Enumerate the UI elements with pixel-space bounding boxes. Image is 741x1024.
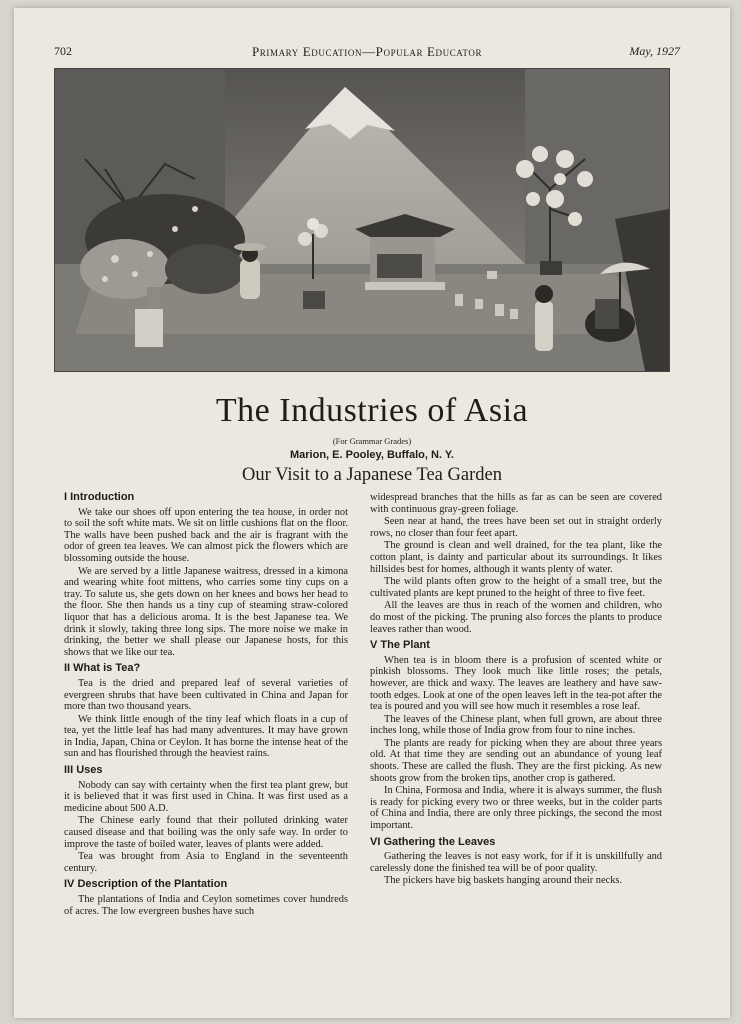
paragraph: Seen near at hand, the trees have been set out in straight orderly rows, no closer than four feet apart. bbox=[370, 516, 662, 539]
paragraph: We take our shoes off upon entering the tea house, in order not to soil the soft white mats. We sit on little cushions flat on the floor. The walls have been pushed back and the air is fragrant with the odor of green tea leaves. We can almost pick the flowers which are blossoming outside the house. bbox=[64, 506, 348, 564]
diorama-illustration bbox=[55, 69, 669, 371]
photo-japanese-tea-garden-diorama bbox=[54, 68, 670, 372]
magazine-page bbox=[14, 8, 730, 1018]
publication-name: Primary Education—Popular Educator bbox=[251, 44, 483, 59]
article-title: Our Visit to a Japanese Tea Garden bbox=[242, 465, 502, 485]
paragraph: The pickers have big baskets hanging around their necks. bbox=[384, 875, 623, 887]
section-heading: I Introduction bbox=[64, 491, 135, 503]
paragraph: The plantations of India and Ceylon sometimes cover hundreds of acres. The low evergreen bushes have such bbox=[64, 894, 348, 917]
issue-date: May, 1927 bbox=[629, 44, 680, 58]
section-heading: V The Plant bbox=[370, 639, 430, 652]
author-line: Marion, E. Pooley, Buffalo, N. Y. bbox=[289, 449, 454, 461]
paragraph: The leaves of the Chinese plant, when full grown, are about three inches long, while those of India grow from four to nine inches. bbox=[370, 713, 662, 737]
paragraph: The Chinese early found that their polluted drinking water caused disease and that boiling was the only safe way. In order to improve the taste of boiled water, leaves of plants were added. bbox=[64, 815, 348, 850]
grade-subtitle: (For Grammar Grades) bbox=[332, 436, 412, 446]
paragraph: We think little enough of the tiny leaf which floats in a cup of tea, yet the little leaf has had many adventures. It may have grown in India, Japan, China or Ceylon. It has borne the intense heat of the sun and has flourished through the heaviest rains. bbox=[64, 713, 348, 760]
section-heading: III Uses bbox=[64, 764, 103, 777]
doll-figure-front-center bbox=[535, 285, 553, 351]
paragraph: The plants are ready for picking when they are about three years old. At that time they are sending out an abundance of young leaf shoots. These are called the flush. They are the first picking. As new shoots grow from the broken tips, another crop is gathered. bbox=[370, 737, 662, 784]
page-number: 702 bbox=[54, 44, 72, 58]
paragraph: Gathering the leaves is not easy work, for if it is unskillfully and carelessly done the finished tea will be of poor quality. bbox=[370, 851, 662, 874]
running-head bbox=[54, 44, 680, 60]
main-title: The Industries of Asia bbox=[215, 392, 529, 429]
paragraph: We are served by a little Japanese waitress, dressed in a kimona and wearing white foot mittens, who carries some tiny cups on a tray. To salute us, she gets down on her knees and bows her head to the floor. She then hands us a tiny cup of steaming straw-colored liquor that has a delicious aroma. It is the best Japanese tea. We drink it slowly, taking three long sips. The more noise we make in drinking, the better we shall please our Japanese hosts, for this shows that we like our tea. bbox=[64, 565, 348, 658]
doll-figure bbox=[240, 246, 260, 299]
paragraph: Tea was brought from Asia to England in the seventeenth century. bbox=[64, 851, 348, 874]
paragraph: Tea is the dried and prepared leaf of several varieties of evergreen shrubs that have been cultivated in China and Japan for more than two thousand years. bbox=[64, 677, 348, 713]
paragraph: In China, Formosa and India, where it is always summer, the flush is ready for picking every two or three weeks, but in the colder parts of China and India, there are only three pickings, the second the most important. bbox=[370, 785, 662, 832]
paragraph: widespread branches that the hills as far as can be seen are covered with continuous gray-green foliage. bbox=[370, 492, 662, 515]
left-column bbox=[64, 492, 348, 918]
section-heading: IV Description of the Plantation bbox=[64, 878, 228, 891]
paragraph: All the leaves are thus in reach of the women and children, who do most of the picking. The pruning also forces the plants to produce leaves rather than wood. bbox=[370, 600, 662, 635]
right-column bbox=[370, 492, 662, 888]
paragraph: Nobody can say with certainty when the first tea plant grew, but it is believed that it was first used in China. It was first used as a medicine about 500 A.D. bbox=[64, 779, 348, 814]
section-heading: VI Gathering the Leaves bbox=[370, 835, 496, 848]
paragraph: The ground is clean and well drained, for the tea plant, like the cotton plant, is dainty and particular about its surroundings. It likes hillsides best for homes, although it wants plenty of water. bbox=[370, 540, 662, 575]
paragraph: The wild plants often grow to the height of a small tree, but the cultivated plants are kept pruned to the height of three to five feet. bbox=[370, 576, 662, 599]
section-heading: II What is Tea? bbox=[64, 662, 141, 675]
paragraph: When tea is in bloom there is a profusion of scented white or pinkish blossoms. They look much like little roses; the petals, however, are thick and waxy. The leaves are leathery and have saw-tooth edges. Look at one of the open leaves left in the tea-pot after the tea is poured and you will see how much it resembles a rose leaf. bbox=[370, 654, 662, 713]
